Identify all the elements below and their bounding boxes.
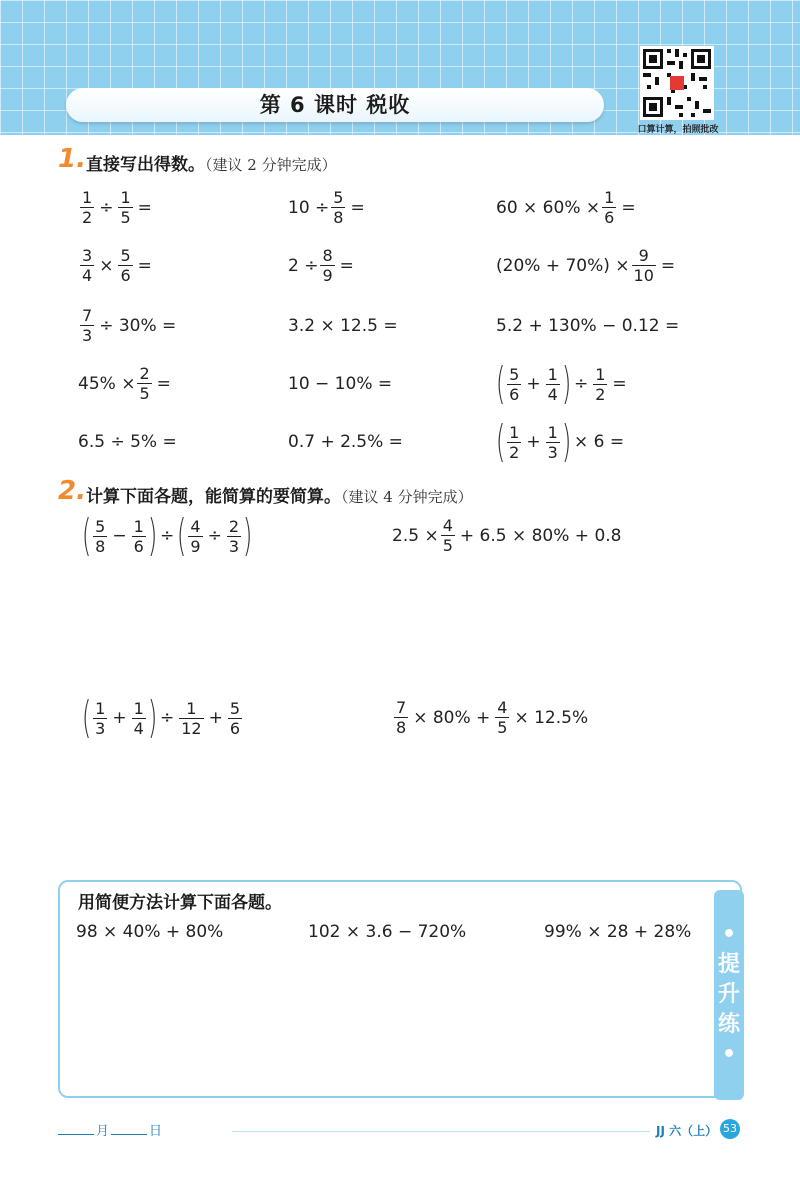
expression-5-3: ( $\frac{1}{2}$ + $\frac{1}{3}$ ) × 6 = <box>495 416 625 467</box>
problem-2b: 2.5 × $\frac{4}{5}$ + 6.5 × 80% + 0.8 <box>392 516 622 555</box>
expression-2-2: 2 ÷ $\frac{8}{9}$ = <box>288 246 354 285</box>
practice-item-1: 98 × 40% + 80% <box>76 922 224 942</box>
expression-4-1: 45% × $\frac{2}{5}$ = <box>78 364 171 403</box>
problem-2d: $\frac{7}{8}$ × 80% + $\frac{4}{5}$ × 12.5% <box>396 698 589 737</box>
expression-1-3: 60 × 60% × $\frac{1}{6}$ = <box>496 188 636 227</box>
expression-1-1: $\frac{1}{2}$ ÷ $\frac{1}{5}$ = <box>82 188 152 227</box>
practice-item-2: 102 × 3.6 − 720% <box>308 922 467 942</box>
practice-box-title: 用简便方法计算下面各题。 <box>78 893 282 913</box>
section-1-number: 1. <box>58 144 86 174</box>
section-1-hint: （建议 2 分钟完成） <box>205 156 337 174</box>
section-2-title: 计算下面各题，能简算的要简算。（建议 4 分钟完成） <box>86 487 473 507</box>
section-2-hint: （建议 4 分钟完成） <box>341 488 473 506</box>
expression-3-3: 5.2 + 130% − 0.12 = <box>496 316 680 336</box>
expression-2-3: (20% + 70%) × $\frac{9}{10}$ = <box>496 246 676 285</box>
section-1-title: 直接写出得数。（建议 2 分钟完成） <box>86 155 337 175</box>
problem-2c: ( $\frac{1}{3}$ + $\frac{1}{4}$ ) ÷ $\frac{1}{12}$ + $\frac{5}{6}$ <box>81 692 241 743</box>
expression-5-2: 0.7 + 2.5% = <box>288 432 403 452</box>
expression-3-2: 3.2 × 12.5 = <box>288 316 398 336</box>
section-2-number: 2. <box>58 476 86 506</box>
practice-item-3: 99% × 28 + 28% <box>544 922 692 942</box>
date-field[interactable]: 月 日 <box>56 1120 162 1139</box>
book-label: JJ 六（上） <box>656 1124 718 1138</box>
problem-2a: ( $\frac{5}{8}$ − $\frac{1}{6}$ ) ÷ ( $\frac{4}{9}$ ÷ $\frac{2}{3}$ ) <box>81 510 253 561</box>
expression-4-2: 10 − 10% = <box>288 374 393 394</box>
expression-2-1: $\frac{3}{4}$ × $\frac{5}{6}$ = <box>82 246 152 285</box>
expression-4-3: ( $\frac{5}{6}$ + $\frac{1}{4}$ ) ÷ $\frac{1}{2}$ = <box>495 358 627 409</box>
expression-1-2: 10 ÷ $\frac{5}{8}$ = <box>288 188 365 227</box>
expression-3-1: $\frac{7}{3}$ ÷ 30% = <box>82 306 177 345</box>
footer-divider <box>232 1131 650 1132</box>
qr-caption: 口算计算，拍照批改 <box>637 125 719 135</box>
page-title: 第 6 课时 税收 <box>66 88 604 122</box>
page-number: 53 <box>720 1119 740 1139</box>
side-tab-advanced-practice: • 提 升 练 • <box>714 890 744 1100</box>
qr-code-icon[interactable] <box>640 46 714 120</box>
expression-5-1: 6.5 ÷ 5% = <box>78 432 177 452</box>
